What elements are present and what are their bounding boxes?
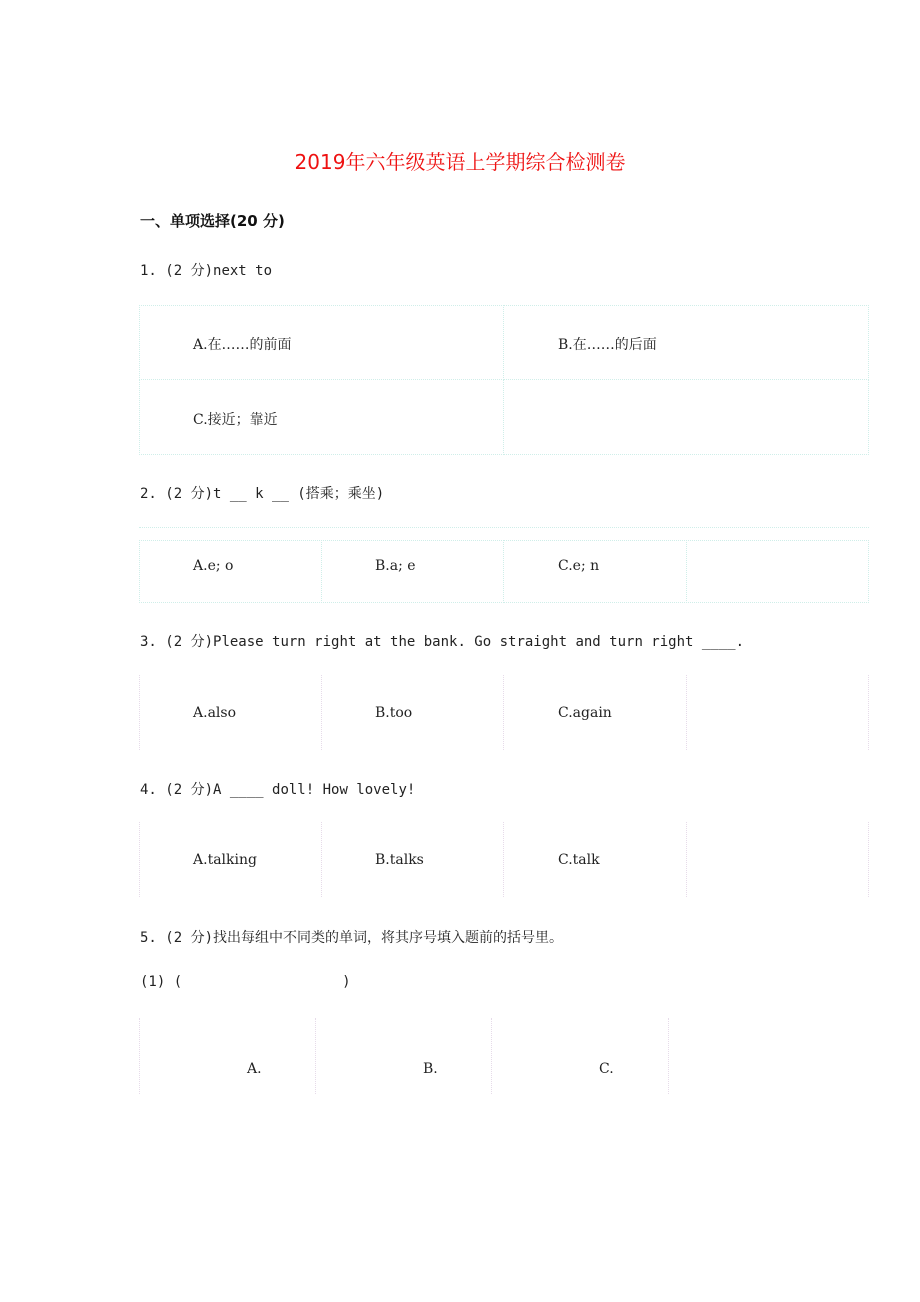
option-text: talk: [572, 852, 600, 868]
option-cell[interactable]: [315, 1018, 492, 1094]
empty-option-cell: [503, 379, 869, 455]
option-label: B.: [558, 337, 573, 353]
option-a[interactable]: [193, 852, 257, 868]
sub-question-1: [140, 974, 351, 990]
option-label: A.: [193, 705, 208, 721]
option-b[interactable]: [423, 1061, 438, 1077]
option-cell[interactable]: [321, 822, 504, 897]
question-4: [140, 779, 415, 799]
question-number: 1.: [140, 263, 157, 279]
option-label: A.: [247, 1061, 262, 1077]
question-2: [140, 483, 384, 503]
option-label: B.: [375, 558, 390, 574]
option-a[interactable]: [247, 1061, 262, 1077]
question-score: (2 分): [165, 263, 214, 279]
question-score: (2 分): [165, 930, 214, 946]
question-stem: A ____ doll! How lovely!: [213, 782, 416, 798]
section-heading: 一、单项选择(20 分): [140, 212, 285, 230]
option-b[interactable]: [375, 558, 416, 574]
option-cell[interactable]: [139, 540, 322, 603]
option-cell[interactable]: [321, 540, 504, 603]
option-label: C.: [193, 412, 208, 428]
question-stem: next to: [213, 263, 273, 279]
option-label: A.: [193, 852, 208, 868]
question-stem: t __ k __ (搭乘；乘坐): [213, 486, 385, 502]
option-b[interactable]: [375, 705, 412, 721]
option-b[interactable]: [375, 852, 424, 868]
option-text: talking: [207, 852, 257, 868]
option-cell[interactable]: [139, 675, 322, 750]
option-cell[interactable]: [503, 540, 687, 603]
option-text: e; n: [572, 558, 600, 574]
option-text: also: [207, 705, 236, 721]
option-label: B.: [423, 1061, 438, 1077]
option-a[interactable]: [193, 705, 236, 721]
answer-bracket-open: (: [173, 974, 183, 990]
option-text: 在……的后面: [572, 337, 657, 353]
option-cell[interactable]: [139, 822, 322, 897]
question-score: (2 分): [165, 486, 214, 502]
option-label: B.: [375, 852, 390, 868]
empty-option-cell: [686, 822, 869, 897]
option-c[interactable]: [599, 1061, 614, 1077]
option-cell[interactable]: [139, 1018, 316, 1094]
option-text: again: [572, 705, 612, 721]
question-stem: 找出每组中不同类的单词，将其序号填入题前的括号里。: [213, 930, 564, 946]
option-label: C.: [558, 705, 573, 721]
option-c[interactable]: [558, 705, 612, 721]
option-cell[interactable]: [503, 675, 687, 750]
document-title: 2019年六年级英语上学期综合检测卷: [294, 150, 626, 174]
question-stem: Please turn right at the bank. Go straight and turn right ____.: [213, 634, 745, 650]
option-a[interactable]: [193, 558, 233, 574]
question-number: 5.: [140, 930, 157, 946]
option-c[interactable]: [558, 558, 599, 574]
option-label: A.: [193, 337, 208, 353]
option-cell[interactable]: [491, 1018, 669, 1094]
question-1: [140, 260, 272, 280]
sub-question-label: (1): [140, 974, 166, 990]
question-number: 4.: [140, 782, 157, 798]
option-cell[interactable]: [321, 675, 504, 750]
option-label: C.: [558, 852, 573, 868]
answer-bracket-close: ): [342, 974, 351, 990]
option-cell[interactable]: [139, 379, 504, 455]
question-number: 2.: [140, 486, 157, 502]
option-cell[interactable]: [503, 822, 687, 897]
option-text: a; e: [389, 558, 416, 574]
option-c[interactable]: [558, 852, 600, 868]
option-label: A.: [193, 558, 208, 574]
divider: [139, 527, 869, 528]
option-cell[interactable]: [503, 305, 869, 380]
question-score: (2 分): [165, 782, 214, 798]
question-score: (2 分): [165, 634, 214, 650]
option-label: B.: [375, 705, 390, 721]
option-text: e; o: [207, 558, 234, 574]
option-text: too: [389, 705, 413, 721]
option-b[interactable]: [558, 334, 657, 354]
option-text: talks: [389, 852, 424, 868]
question-5: [140, 927, 563, 947]
option-a[interactable]: [193, 334, 292, 354]
option-cell[interactable]: [139, 305, 504, 380]
empty-option-cell: [686, 675, 869, 750]
option-text: 接近；靠近: [207, 412, 278, 428]
question-number: 3.: [140, 634, 157, 650]
option-label: C.: [558, 558, 573, 574]
option-label: C.: [599, 1061, 614, 1077]
question-3: [140, 631, 744, 651]
empty-option-cell: [686, 540, 869, 603]
option-text: 在……的前面: [207, 337, 292, 353]
option-c[interactable]: [193, 409, 278, 429]
